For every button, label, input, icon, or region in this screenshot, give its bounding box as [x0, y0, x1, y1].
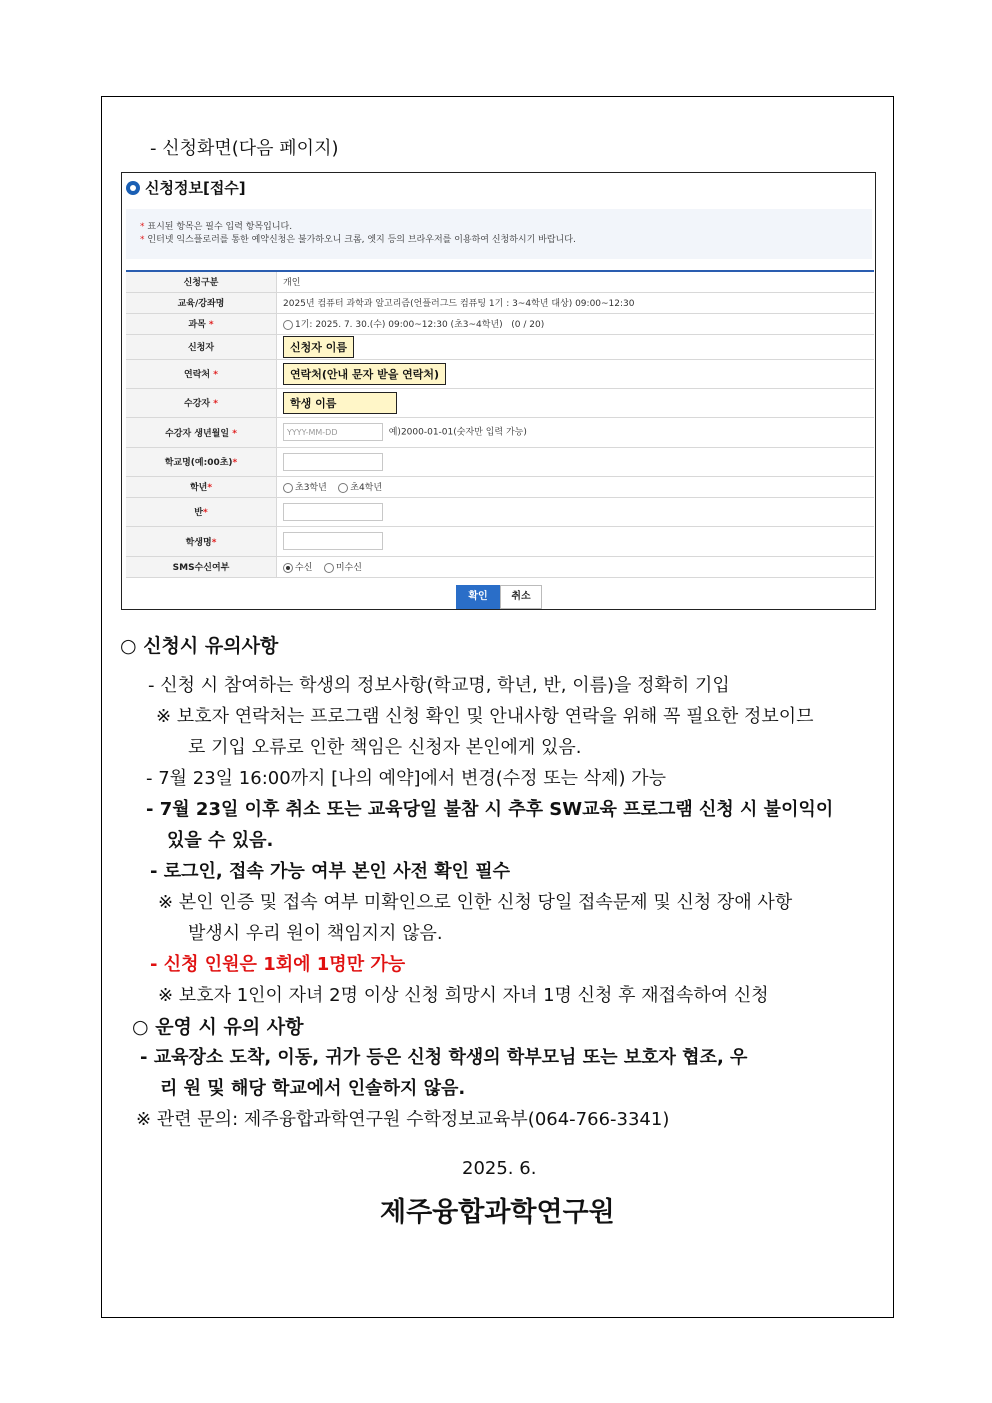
name-input[interactable]	[283, 532, 383, 550]
class-input[interactable]	[283, 503, 383, 521]
s2-line-2: 리 원 및 해당 학교에서 인솔하지 않음.	[160, 1078, 466, 1099]
grade-option-4: 초4학년	[350, 483, 383, 493]
form-notice	[126, 209, 872, 259]
name-label: 학생명*	[126, 526, 277, 556]
notice-line-1: * 표시된 항목은 필수 입력 항목입니다.	[140, 222, 293, 232]
contact-info: ※ 관련 문의: 제주융합과학연구원 수학정보교육부(064-766-3341)	[136, 1109, 670, 1130]
sms-option-no: 미수신	[335, 563, 362, 573]
course-label: 교육/강좌명	[126, 292, 277, 313]
s1-line-3: 로 기입 오류로 인한 책임은 신청자 본인에게 있음.	[188, 737, 582, 758]
birth-hint: 예)2000-01-01(숫자만 입력 가능)	[388, 427, 527, 438]
course-value: 2025년 컴퓨터 과학과 알고리즘(언플러그드 컴퓨팅 1기 : 3~4학년 대상) 09:00~12:30	[277, 292, 875, 313]
birth-input[interactable]: YYYY-MM-DD	[283, 423, 383, 441]
s1-line-7: - 로그인, 접속 가능 여부 본인 사전 확인 필수	[150, 861, 511, 882]
sms-radio-no[interactable]	[324, 563, 334, 573]
row-contact	[126, 359, 874, 388]
section-2-title: ○ 운영 시 유의 사항	[132, 1016, 304, 1038]
row-name	[126, 526, 874, 556]
school-input[interactable]	[283, 453, 383, 471]
row-applicant	[126, 334, 874, 359]
sms-label: SMS수신여부	[126, 556, 277, 577]
section-1-title: ○ 신청시 유의사항	[120, 635, 279, 657]
row-student	[126, 388, 874, 417]
s2-line-1: - 교육장소 도착, 이동, 귀가 등은 신청 학생의 학부모님 또는 보호자 협조, 우	[140, 1047, 748, 1068]
grade-label: 학년*	[126, 476, 277, 497]
screen-caption: - 신청화면(다음 페이지)	[150, 138, 339, 159]
row-sms	[126, 556, 874, 577]
form-table	[126, 270, 874, 578]
circle-bullet-icon	[126, 181, 140, 195]
subject-count: (0 / 20)	[511, 320, 545, 330]
applicant-label: 신청자	[126, 334, 277, 359]
subject-value[interactable]: 1기: 2025. 7. 30.(수) 09:00~12:30 (초3~4학년) (0 / 20)	[277, 313, 875, 334]
confirm-button[interactable]: 확인	[456, 585, 500, 609]
form-title-text: 신청정보[접수]	[145, 179, 246, 197]
s1-line-8: ※ 본인 인증 및 접속 여부 미확인으로 인한 신청 당일 접속문제 및 신청 장애 사항	[158, 892, 793, 913]
grade-option-3: 초3학년	[295, 483, 327, 493]
sms-option-yes: 수신	[295, 563, 313, 573]
student-label: 수강자 *	[126, 388, 277, 417]
grade-radio-3[interactable]	[283, 483, 293, 493]
s1-line-5: - 7월 23일 이후 취소 또는 교육당일 불참 시 추후 SW교육 프로그램 신청 시 불이익이	[146, 799, 834, 820]
school-label: 학교명(예:00초)*	[126, 447, 277, 476]
row-type	[126, 271, 874, 292]
form-screenshot	[121, 172, 876, 610]
s1-line-1: - 신청 시 참여하는 학생의 정보사항(학교명, 학년, 반, 이름)을 정확히 기입	[148, 675, 730, 696]
organization-name: 제주융합과학연구원	[380, 1197, 615, 1228]
s1-line-11: ※ 보호자 1인이 자녀 2명 이상 신청 희망시 자녀 1명 신청 후 재접속하여 신청	[158, 985, 769, 1006]
row-class	[126, 497, 874, 526]
type-label: 신청구분	[126, 271, 277, 292]
row-birth	[126, 417, 874, 447]
s1-line-10: - 신청 인원은 1회에 1명만 가능	[150, 954, 406, 975]
s1-line-6: 있을 수 있음.	[167, 830, 274, 851]
form-title	[126, 177, 246, 198]
issue-date: 2025. 6.	[462, 1158, 537, 1179]
grade-radio-4[interactable]	[338, 483, 348, 493]
notice-line-2: * 인터넷 익스플로러를 통한 예약신청은 불가하오니 크롬, 엣지 등의 브라우저를 이용하여 신청하시기 바랍니다.	[140, 235, 576, 245]
s1-line-2: ※ 보호자 연락처는 프로그램 신청 확인 및 안내사항 연락을 위해 꼭 필요한 정보이므	[156, 706, 814, 727]
applicant-input[interactable]: 신청자 이름	[283, 336, 354, 358]
student-input[interactable]: 학생 이름	[283, 392, 397, 414]
subject-label: 과목 *	[126, 313, 277, 334]
subject-radio[interactable]	[283, 320, 293, 330]
s1-line-4: - 7월 23일 16:00까지 [나의 예약]에서 변경(수정 또는 삭제) 가능	[146, 768, 667, 789]
class-label: 반*	[126, 497, 277, 526]
row-course	[126, 292, 874, 313]
contact-input[interactable]: 연락처(안내 문자 받을 연락처)	[283, 363, 446, 385]
type-value: 개인	[277, 271, 875, 292]
s1-line-9: 발생시 우리 원이 책임지지 않음.	[188, 923, 443, 944]
birth-label: 수강자 생년월일 *	[126, 417, 277, 447]
cancel-button[interactable]: 취소	[500, 585, 542, 609]
row-school	[126, 447, 874, 476]
row-grade	[126, 476, 874, 497]
contact-label: 연락처 *	[126, 359, 277, 388]
sms-radio-yes[interactable]	[283, 563, 293, 573]
row-subject	[126, 313, 874, 334]
